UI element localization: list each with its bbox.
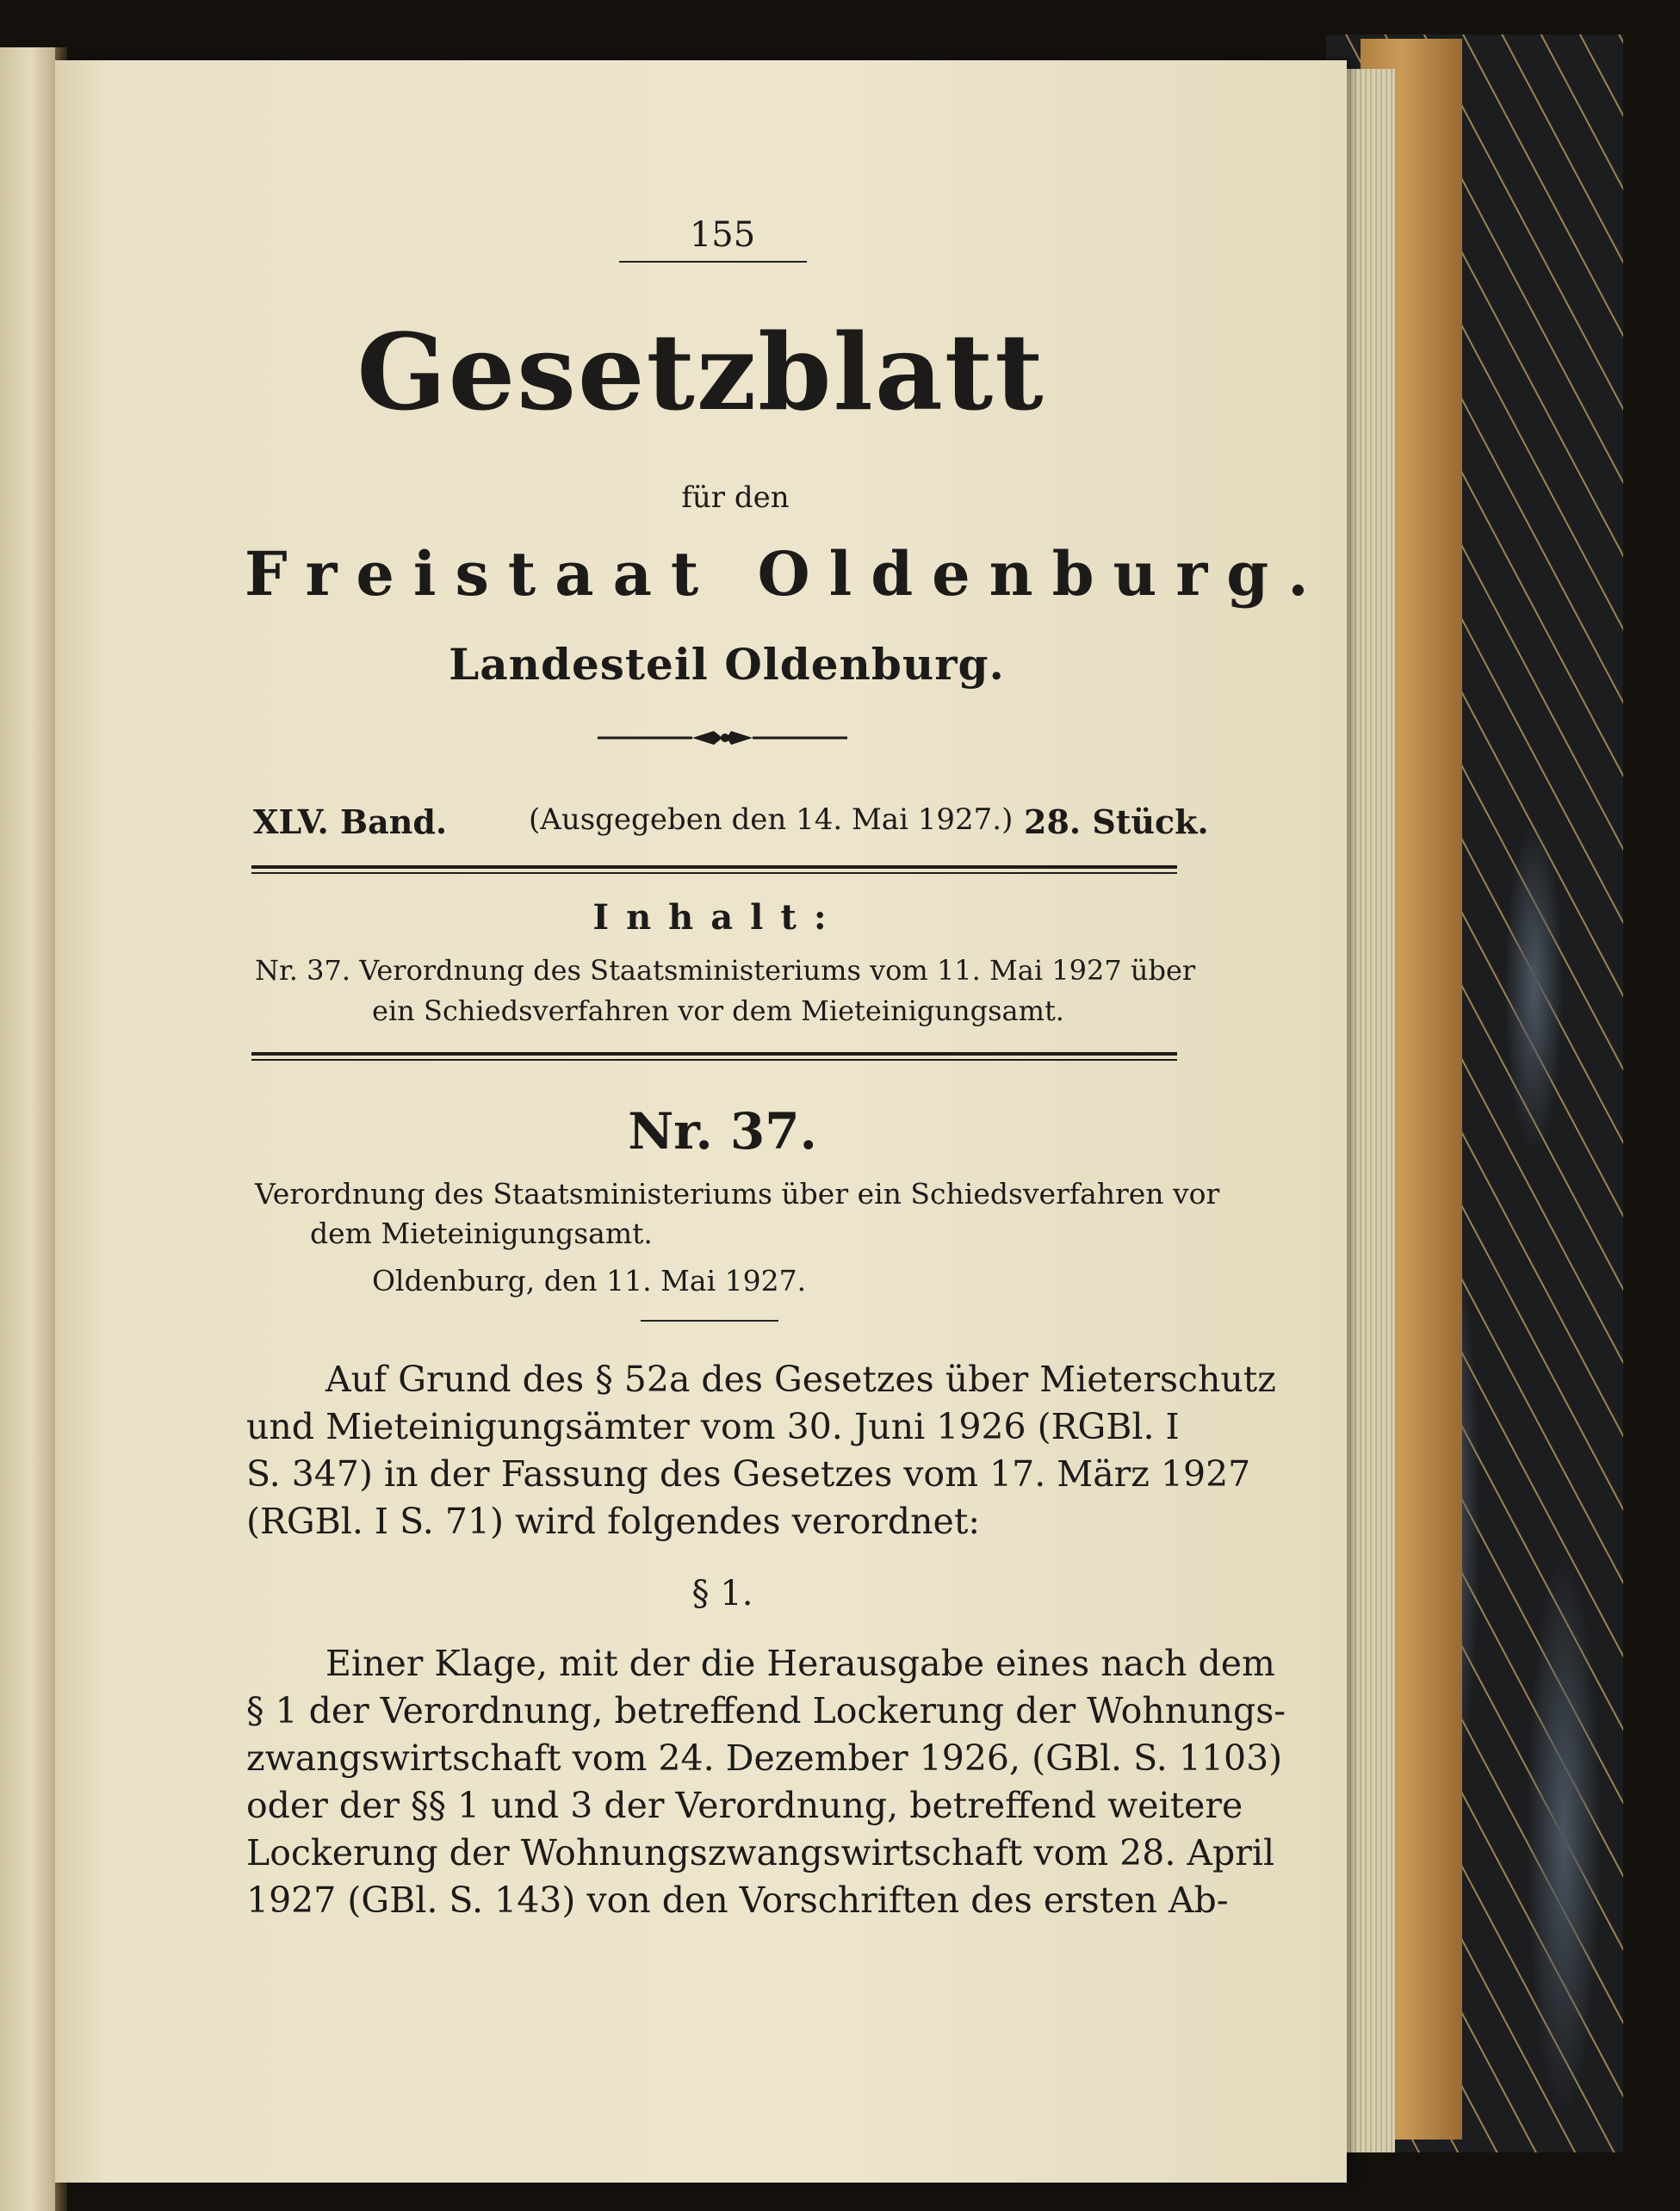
section-text-line: 1927 (GBl. S. 143) von den Vorschriften des ersten Ab- — [246, 1880, 1229, 1921]
document-page — [55, 60, 1347, 2183]
volume-label: XLV. Band. — [253, 802, 448, 841]
contents-heading: Inhalt: — [592, 897, 844, 938]
contents-rule-thin — [251, 1059, 1177, 1061]
ornament-divider — [598, 728, 847, 748]
section-text-line: § 1 der Verordnung, betreffend Lockerung der Wohnungs- — [246, 1690, 1286, 1731]
issue-date: (Ausgegeben den 14. Mai 1927.) — [529, 802, 1014, 837]
state-title: Freistaat Oldenburg. — [245, 538, 1328, 610]
preamble-line: (RGBl. I S. 71) wird folgendes verordnet: — [246, 1501, 981, 1542]
issue-part: 28. Stück. — [1024, 802, 1209, 841]
header-rule-thin — [251, 872, 1177, 874]
facing-page-edge — [0, 47, 55, 2211]
title-connector: für den — [681, 480, 790, 515]
section-text-line: Lockerung der Wohnungszwangswirtschaft vom 28. April — [246, 1832, 1275, 1873]
place-date: Oldenburg, den 11. Mai 1927. — [372, 1264, 807, 1297]
section-text-line: Einer Klage, mit der die Herausgabe eines nach dem — [325, 1643, 1275, 1684]
toc-entry-line1: Nr. 37. Verordnung des Staatsministeriums vom 11. Mai 1927 über — [255, 954, 1196, 987]
preamble-line: und Mieteinigungsämter vom 30. Juni 1926 (RGBl. I — [246, 1406, 1180, 1447]
gazette-title: Gesetzblatt — [356, 310, 1045, 434]
preamble-line: Auf Grund des § 52a des Gesetzes über Mieterschutz — [325, 1359, 1276, 1400]
section-text-line: oder der §§ 1 und 3 der Verordnung, betreffend weitere — [246, 1785, 1243, 1826]
toc-entry-line2: ein Schiedsverfahren vor dem Mieteinigungsamt. — [372, 994, 1064, 1027]
preamble-line: S. 347) in der Fassung des Gesetzes vom 17. März 1927 — [246, 1453, 1251, 1495]
section-mark: § 1. — [691, 1574, 753, 1613]
decree-title-line2: dem Mieteinigungsamt. — [310, 1217, 653, 1250]
section-text-line: zwangswirtschaft vom 24. Dezember 1926, (GBl. S. 1103) — [246, 1737, 1283, 1779]
decree-short-rule — [641, 1320, 778, 1322]
region-title: Landesteil Oldenburg. — [449, 639, 1005, 690]
page-number: 155 — [689, 215, 756, 255]
page-number-rule — [619, 261, 807, 263]
decree-number: Nr. 37. — [628, 1102, 817, 1161]
decree-title-line1: Verordnung des Staatsministeriums über ein Schiedsverfahren vor — [255, 1177, 1220, 1211]
contents-rule-thick — [251, 1052, 1177, 1056]
header-rule-thick — [251, 865, 1177, 869]
